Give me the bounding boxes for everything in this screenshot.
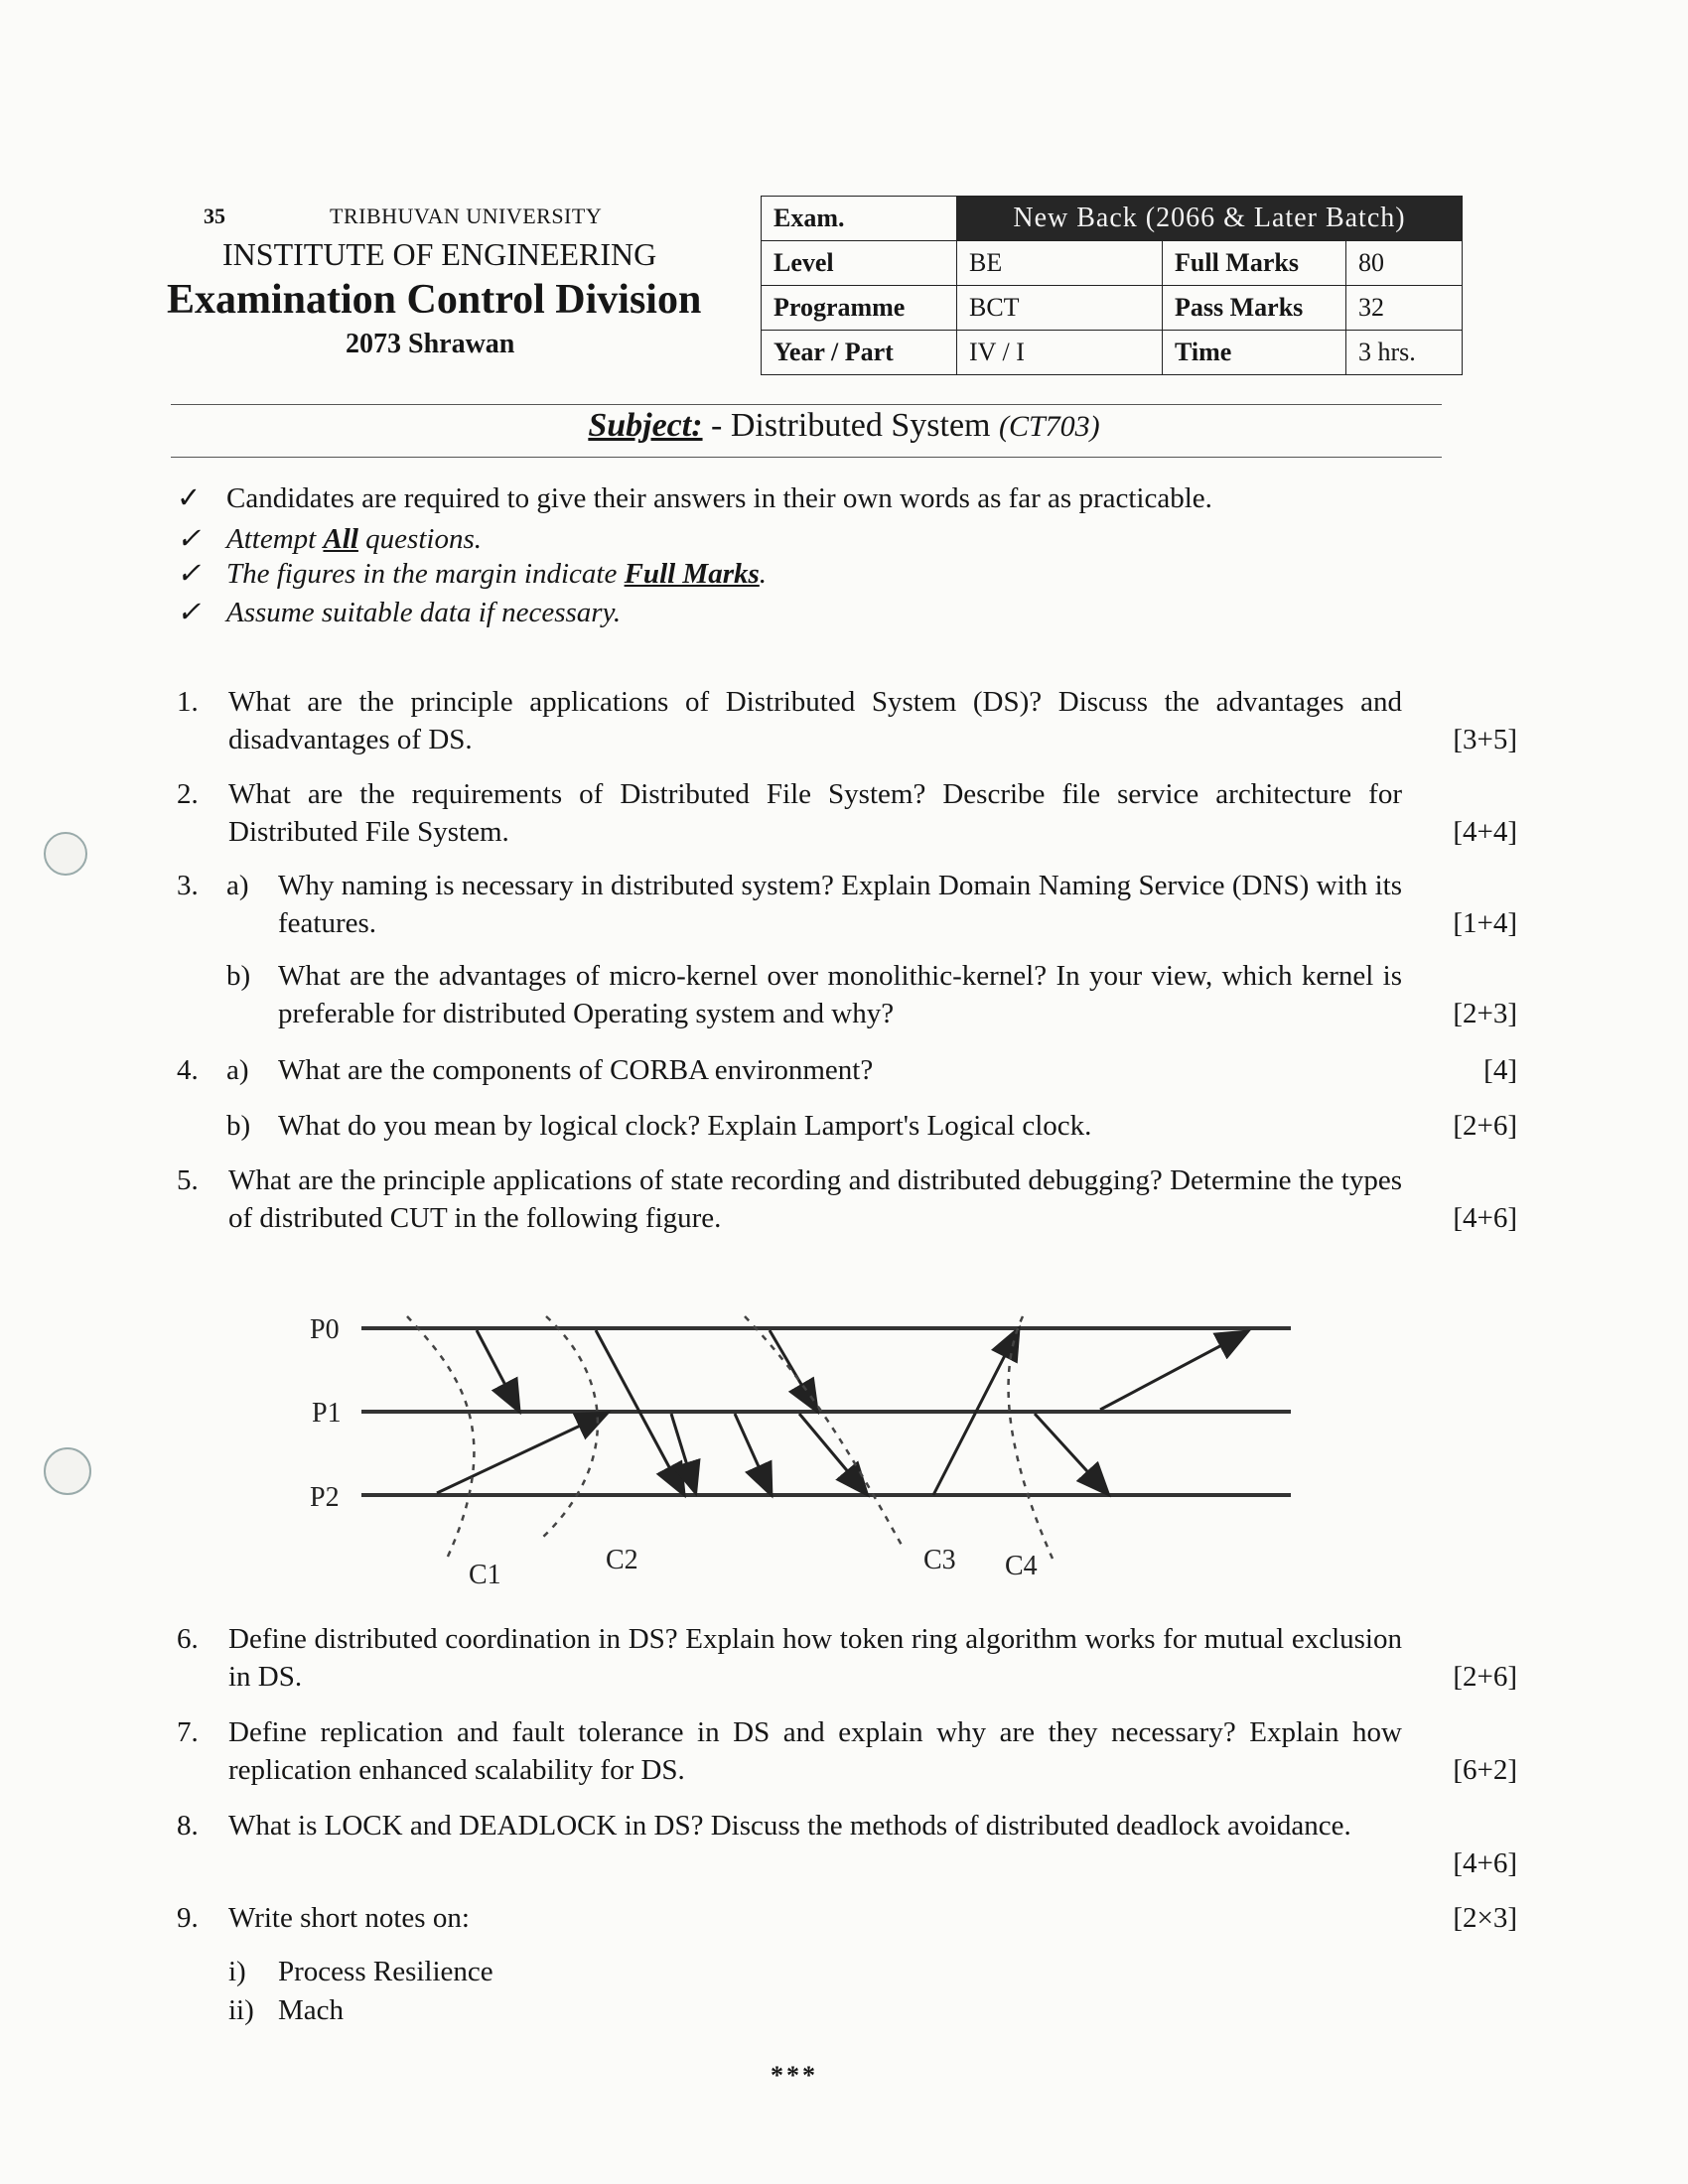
- cut-label-c4: C4: [1005, 1551, 1038, 1581]
- instruction-text: Candidates are required to give their answers in their own words as far as practicable.: [226, 482, 1212, 514]
- process-label-p0: P0: [310, 1314, 340, 1345]
- process-label-p2: P2: [310, 1482, 340, 1513]
- question-marks: [4]: [1483, 1054, 1517, 1086]
- message-arrow: [437, 1414, 606, 1493]
- subject-label: Subject:: [588, 407, 703, 444]
- question-number: 9.: [177, 1902, 199, 1934]
- question-number: 3.: [177, 870, 199, 901]
- question-8: [177, 1807, 1517, 1886]
- question-marks: [3+5]: [1453, 724, 1517, 755]
- question-subpart: b): [226, 1110, 251, 1142]
- paper-code: 35: [204, 204, 225, 228]
- instruction-text: Assume suitable data if necessary.: [226, 597, 622, 628]
- short-note-item: [177, 1991, 1517, 2031]
- message-arrow: [735, 1414, 771, 1493]
- pass-marks-label: Pass Marks: [1163, 286, 1346, 331]
- question-text: Define replication and fault tolerance in DS and explain why are they necessary? Explain how replication enhanced scalability for DS.: [228, 1716, 1402, 1786]
- divider: [171, 457, 1442, 458]
- year-part-label: Year / Part: [762, 331, 957, 375]
- institute-name: INSTITUTE OF ENGINEERING: [222, 236, 657, 272]
- instruction-text: .: [759, 558, 768, 590]
- instruction-item: [177, 480, 1212, 515]
- instruction-item: [177, 521, 482, 556]
- subject-line: [0, 407, 1688, 445]
- question-number: 5.: [177, 1164, 199, 1196]
- question-marks: [2×3]: [1453, 1902, 1517, 1934]
- cut-label-c3: C3: [923, 1545, 956, 1575]
- instruction-item: [177, 595, 621, 629]
- cut-diagram: [298, 1300, 1331, 1598]
- item-number: i): [228, 1956, 246, 1987]
- process-label-p1: P1: [312, 1398, 342, 1429]
- question-4b: [177, 1107, 1517, 1147]
- question-text: What are the principle applications of state recording and distributed debugging? Determine the types of distributed CUT in the following figure.: [228, 1164, 1402, 1234]
- instruction-text: questions.: [365, 523, 482, 555]
- punch-hole: [44, 832, 87, 876]
- subject-dash: -: [711, 407, 723, 444]
- instruction-emphasis: All: [323, 523, 358, 555]
- instruction-emphasis: Full Marks: [624, 558, 760, 590]
- short-note-item: [177, 1953, 1517, 1992]
- check-icon: ✓: [177, 523, 202, 555]
- question-marks: [4+6]: [1453, 1847, 1517, 1879]
- item-text: Process Resilience: [278, 1956, 493, 1987]
- table-row: [762, 241, 1463, 286]
- question-subpart: a): [226, 870, 249, 901]
- question-7: [177, 1713, 1517, 1793]
- question-subpart: a): [226, 1054, 249, 1086]
- table-row: [762, 331, 1463, 375]
- item-text: Mach: [278, 1994, 345, 2026]
- cut-line-c1: [407, 1316, 474, 1559]
- pass-marks-value: 32: [1346, 286, 1463, 331]
- time-label: Time: [1163, 331, 1346, 375]
- message-arrow: [477, 1330, 518, 1410]
- question-number: 4.: [177, 1054, 199, 1086]
- exam-info-table: [761, 196, 1463, 375]
- question-4a: [177, 1051, 1517, 1091]
- question-3b: [177, 957, 1517, 1036]
- question-3a: [177, 867, 1517, 946]
- cut-lines: [407, 1316, 1053, 1559]
- question-marks: [6+2]: [1453, 1754, 1517, 1786]
- message-arrow: [799, 1414, 866, 1493]
- cut-label-c1: C1: [469, 1560, 501, 1590]
- question-marks: [4+4]: [1453, 816, 1517, 848]
- table-row: [762, 197, 1463, 241]
- level-label: Level: [762, 241, 957, 286]
- question-text: What is LOCK and DEADLOCK in DS? Discuss the methods of distributed deadlock avoidance.: [228, 1810, 1351, 1842]
- instruction-text: Attempt: [226, 523, 317, 555]
- check-icon: ✓: [177, 558, 202, 590]
- message-arrow: [1035, 1414, 1107, 1493]
- subject-code: (CT703): [998, 410, 1100, 443]
- question-marks: [2+6]: [1453, 1110, 1517, 1142]
- item-number: ii): [228, 1994, 254, 2026]
- question-marks: [4+6]: [1453, 1202, 1517, 1234]
- cut-line-c2: [541, 1316, 598, 1539]
- exam-session: 2073 Shrawan: [346, 329, 515, 359]
- university-name: TRIBHUVAN UNIVERSITY: [330, 204, 603, 228]
- divider: [171, 404, 1442, 405]
- question-text: Write short notes on:: [228, 1902, 470, 1934]
- programme-label: Programme: [762, 286, 957, 331]
- question-number: 1.: [177, 686, 199, 718]
- subject-name: Distributed System: [730, 407, 991, 444]
- question-subpart: b): [226, 960, 251, 992]
- question-5: [177, 1161, 1517, 1241]
- question-1: [177, 683, 1517, 762]
- cut-line-c3: [745, 1316, 904, 1549]
- punch-hole: [44, 1447, 91, 1495]
- time-value: 3 hrs.: [1346, 331, 1463, 375]
- cut-line-c4: [1009, 1316, 1053, 1559]
- question-text: What do you mean by logical clock? Explain Lamport's Logical clock.: [278, 1110, 1092, 1142]
- cut-label-c2: C2: [606, 1545, 638, 1575]
- programme-value: BCT: [957, 286, 1163, 331]
- question-text: Why naming is necessary in distributed system? Explain Domain Naming Service (DNS) with its features.: [278, 870, 1402, 939]
- level-value: BE: [957, 241, 1163, 286]
- question-text: What are the components of CORBA environment?: [278, 1054, 874, 1086]
- question-marks: [2+6]: [1453, 1661, 1517, 1693]
- question-number: 6.: [177, 1623, 199, 1655]
- check-icon: ✓: [177, 597, 202, 628]
- question-6: [177, 1620, 1517, 1700]
- division-name: Examination Control Division: [167, 277, 702, 323]
- question-text: What are the requirements of Distributed File System? Describe file service architecture for Distributed File System.: [228, 778, 1402, 848]
- question-number: 8.: [177, 1810, 199, 1842]
- end-marker: ***: [771, 2061, 818, 2090]
- instruction-item: [177, 556, 767, 591]
- full-marks-label: Full Marks: [1163, 241, 1346, 286]
- question-number: 2.: [177, 778, 199, 810]
- check-icon: ✓: [177, 482, 202, 514]
- question-text: Define distributed coordination in DS? Explain how token ring algorithm works for mutual exclusion in DS.: [228, 1623, 1402, 1693]
- question-text: What are the advantages of micro-kernel over monolithic-kernel? In your view, which kernel is preferable for distributed Operating system and why?: [278, 960, 1402, 1029]
- question-marks: [2+3]: [1453, 998, 1517, 1029]
- question-9: [177, 1899, 1517, 1939]
- exam-label: Exam.: [762, 197, 957, 241]
- question-2: [177, 775, 1517, 855]
- full-marks-value: 80: [1346, 241, 1463, 286]
- message-arrow: [770, 1330, 816, 1410]
- table-row: [762, 286, 1463, 331]
- year-part-value: IV / I: [957, 331, 1163, 375]
- question-marks: [1+4]: [1453, 907, 1517, 939]
- question-number: 7.: [177, 1716, 199, 1748]
- question-text: What are the principle applications of Distributed System (DS)? Discuss the advantages and disadvantages of DS.: [228, 686, 1402, 755]
- exam-value: New Back (2066 & Later Batch): [957, 197, 1463, 241]
- message-arrow: [1100, 1332, 1246, 1410]
- instruction-text: The figures in the margin indicate: [226, 558, 618, 590]
